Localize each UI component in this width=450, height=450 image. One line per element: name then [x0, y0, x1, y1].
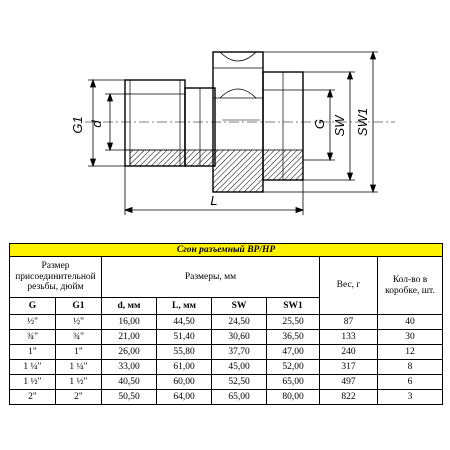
cell-qty: 12	[378, 345, 443, 360]
cell-sw: 30,60	[212, 330, 267, 345]
cell-l: 60,00	[157, 375, 212, 390]
cell-d: 21,00	[102, 330, 157, 345]
cell-g: 1"	[10, 345, 56, 360]
cell-sw1: 52,00	[267, 360, 320, 375]
table-row	[10, 390, 443, 405]
cell-l: 61,00	[157, 360, 212, 375]
cell-g1: 2"	[56, 390, 102, 405]
cell-sw1: 36,50	[267, 330, 320, 345]
header-weight: Вес, г	[320, 257, 378, 315]
female-part-hatch	[263, 150, 303, 180]
cell-weight: 87	[320, 315, 378, 330]
cell-qty: 3	[378, 390, 443, 405]
cell-g1: 1 ½"	[56, 375, 102, 390]
table-row	[10, 375, 443, 390]
dim-g1-label: G1	[70, 116, 85, 134]
cell-l: 64,00	[157, 390, 212, 405]
cell-sw1: 47,00	[267, 345, 320, 360]
cell-weight: 240	[320, 345, 378, 360]
cell-sw: 65,00	[212, 390, 267, 405]
cell-l: 44,50	[157, 315, 212, 330]
cell-sw1: 25,50	[267, 315, 320, 330]
cell-g: 2"	[10, 390, 56, 405]
header-sw: SW	[212, 298, 267, 315]
table-row	[10, 345, 443, 360]
cell-l: 51,40	[157, 330, 212, 345]
cell-weight: 497	[320, 375, 378, 390]
header-dimensions: Размеры, мм	[102, 257, 320, 298]
dim-l-label: L	[210, 193, 218, 208]
cell-d: 16,00	[102, 315, 157, 330]
cell-g1: ½"	[56, 315, 102, 330]
dim-sw1-label: SW1	[355, 107, 370, 137]
header-g: G	[10, 298, 56, 315]
cell-sw: 45,00	[212, 360, 267, 375]
cell-g1: 1"	[56, 345, 102, 360]
cell-qty: 30	[378, 330, 443, 345]
cell-g: 1 ½"	[10, 375, 56, 390]
header-g1: G1	[56, 298, 102, 315]
table-row	[10, 330, 443, 345]
cell-qty: 8	[378, 360, 443, 375]
cell-g: ½"	[10, 315, 56, 330]
cell-g1: ¾"	[56, 330, 102, 345]
cell-g: 1 ¼"	[10, 360, 56, 375]
dim-sw	[303, 72, 355, 180]
cell-qty: 6	[378, 375, 443, 390]
body-collar-hatch	[185, 150, 215, 166]
header-qty-box: Кол-во в коробке, шт.	[378, 257, 443, 315]
cell-g: ¾"	[10, 330, 56, 345]
cell-sw: 52,50	[212, 375, 267, 390]
dim-sw-label: SW	[332, 115, 347, 137]
cell-d: 40,50	[102, 375, 157, 390]
cell-qty: 40	[378, 315, 443, 330]
table-row	[10, 360, 443, 375]
header-d: d, мм	[102, 298, 157, 315]
male-thread-hatch	[130, 150, 185, 166]
header-thread-size: Размер присоединительной резьбы, дюйм	[10, 257, 102, 298]
dim-d-label: d	[89, 120, 104, 128]
cell-sw: 37,70	[212, 345, 267, 360]
cell-g1: 1 ¼"	[56, 360, 102, 375]
union-nut-hatch	[213, 150, 263, 192]
header-sw1: SW1	[267, 298, 320, 315]
cell-d: 26,00	[102, 345, 157, 360]
cell-l: 55,80	[157, 345, 212, 360]
table-row	[10, 315, 443, 330]
cell-weight: 822	[320, 390, 378, 405]
table-title: Сгон разъемный ВР/НР	[10, 244, 443, 257]
cell-sw: 24,50	[212, 315, 267, 330]
cell-d: 33,00	[102, 360, 157, 375]
dim-g-label: G	[312, 118, 327, 130]
cell-sw1: 80,00	[267, 390, 320, 405]
cell-sw1: 65,00	[267, 375, 320, 390]
cell-d: 50,50	[102, 390, 157, 405]
cell-weight: 133	[320, 330, 378, 345]
cell-weight: 317	[320, 360, 378, 375]
header-l: L, мм	[157, 298, 212, 315]
spec-table	[9, 243, 443, 405]
